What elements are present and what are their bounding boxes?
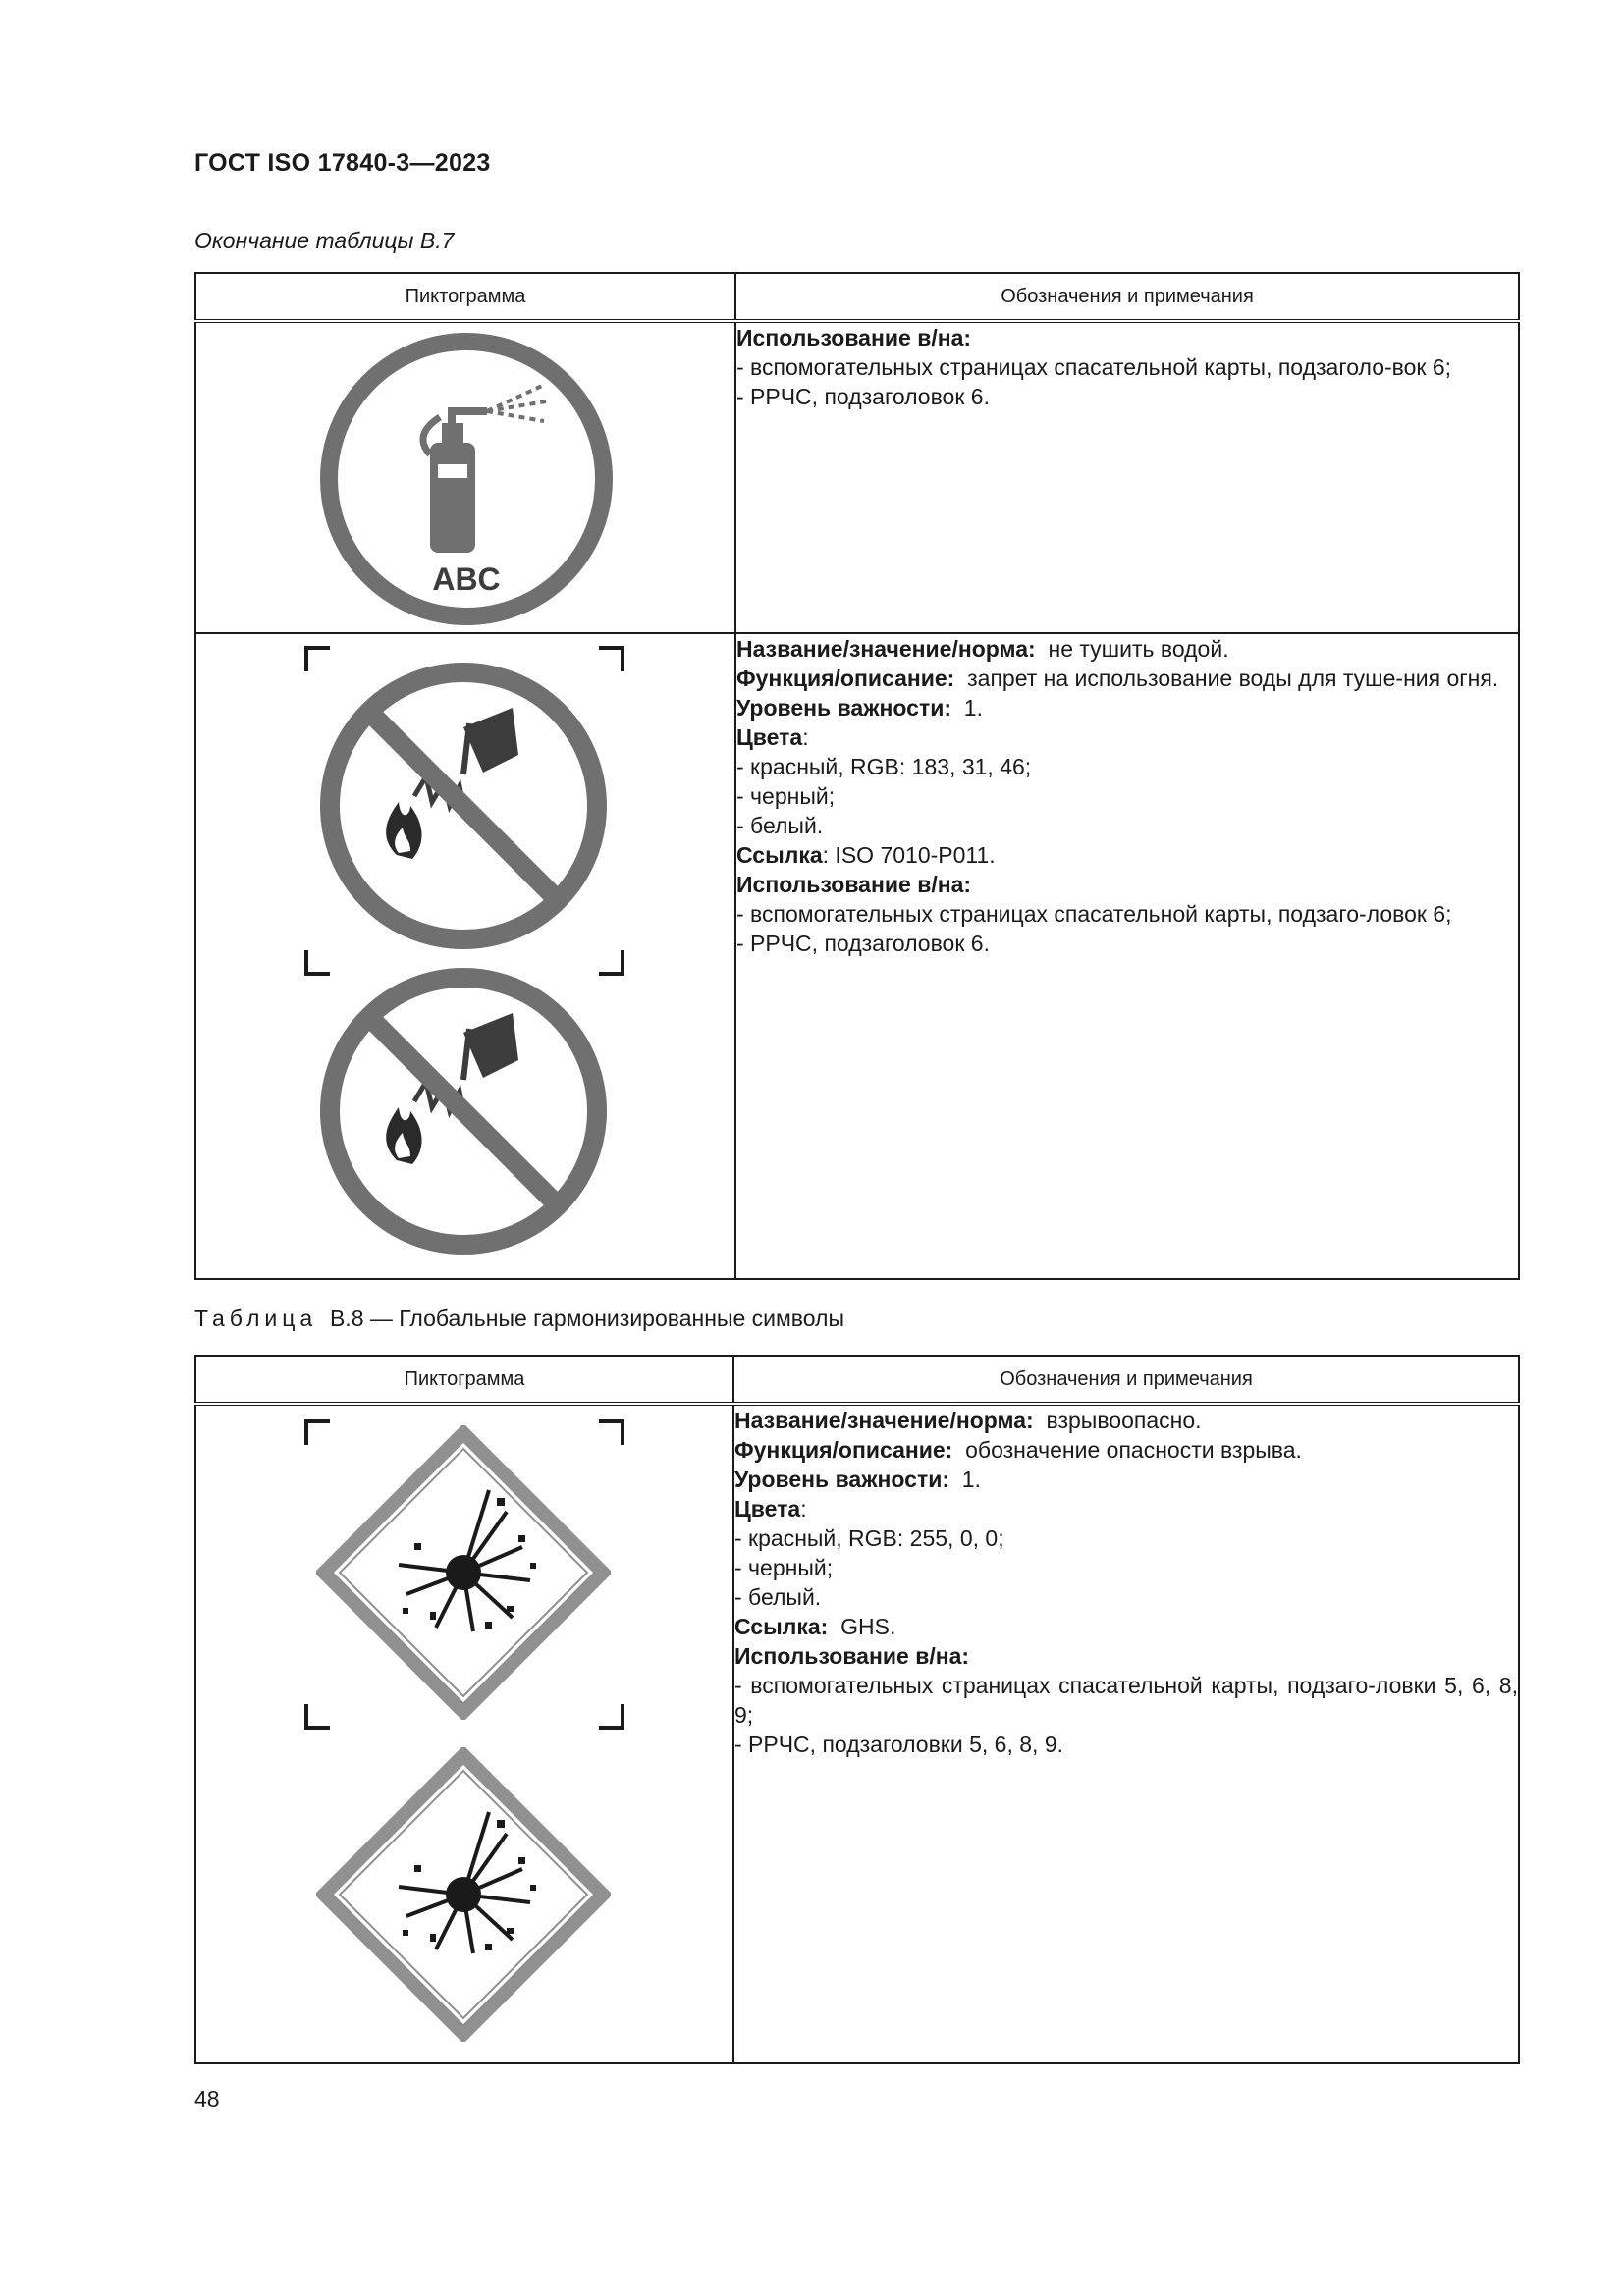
explosive-icon (316, 1747, 611, 2042)
page-number: 48 (194, 2086, 220, 2111)
color-item: - белый. (734, 1584, 822, 1610)
usage-label: Использование в/на: (736, 325, 972, 350)
extinguisher-class-label: ABC (432, 561, 501, 597)
table-b8 (194, 1355, 1520, 2064)
notes-cell (735, 633, 1519, 1279)
table-row (195, 633, 1519, 1279)
usage-label: Использование в/на: (736, 872, 972, 897)
usage-label: Использование в/на: (734, 1643, 970, 1669)
table-row (195, 1404, 1519, 2063)
table-row (195, 321, 1519, 633)
name-line: Название/значение/норма: взрывоопасно. (734, 1408, 1202, 1433)
color-item: - белый. (736, 813, 824, 838)
notes-cell (735, 321, 1519, 633)
color-item: - черный; (734, 1555, 834, 1580)
color-item: - красный, RGB: 183, 31, 46; (736, 754, 1032, 779)
color-item: - красный, RGB: 255, 0, 0; (734, 1525, 1004, 1551)
table-b7 (194, 272, 1520, 1280)
pictogram-cell (195, 633, 735, 1279)
pictogram-cell (195, 321, 735, 633)
usage-item: - РРЧС, подзаголовок 6. (736, 931, 990, 956)
column-header-pictogram: Пиктограмма (195, 273, 735, 321)
usage-item: - РРЧС, подзаголовок 6. (736, 384, 990, 409)
document-header: ГОСТ ISO 17840-3—2023 (194, 149, 491, 177)
table-continuation-caption: Окончание таблицы В.7 (194, 228, 455, 253)
name-line: Название/значение/норма: не тушить водой. (736, 636, 1229, 662)
function-line: Функция/описание: запрет на использование воды для туше-ния огня. (736, 666, 1499, 691)
column-header-notes: Обозначения и примечания (735, 273, 1519, 321)
column-header-pictogram: Пиктограмма (195, 1356, 733, 1404)
no-water-icon (316, 964, 611, 1258)
color-item: - черный; (736, 783, 836, 809)
reference-line: Ссылка: GHS. (734, 1614, 896, 1639)
colors-line: Цвета: (734, 1496, 807, 1522)
usage-item: - вспомогательных страницах спасательной карты, подзаго-ловки 5, 6, 8, 9; (734, 1673, 1518, 1728)
notes-cell (733, 1404, 1519, 2063)
level-line: Уровень важности: 1. (734, 1467, 981, 1492)
level-line: Уровень важности: 1. (736, 695, 983, 721)
usage-item: - РРЧС, подзаголовки 5, 6, 8, 9. (734, 1732, 1064, 1757)
usage-item: - вспомогательных страницах спасательной карты, подзаго-ловок 6; (736, 901, 1452, 927)
function-line: Функция/описание: обозначение опасности взрыва. (734, 1437, 1302, 1463)
usage-item: - вспомогательных страницах спасательной карты, подзаголо-вок 6; (736, 354, 1452, 380)
column-header-notes: Обозначения и примечания (733, 1356, 1519, 1404)
reference-line: Ссылка: ISO 7010-P011. (736, 842, 996, 868)
fire-extinguisher-icon (314, 327, 619, 631)
no-water-icon (316, 659, 611, 953)
colors-line: Цвета: (736, 724, 809, 750)
pictogram-cell (195, 1404, 733, 2063)
table-b8-caption: Таблица В.8 — Глобальные гармонизированные символы (194, 1306, 844, 1331)
explosive-icon (316, 1425, 611, 1720)
